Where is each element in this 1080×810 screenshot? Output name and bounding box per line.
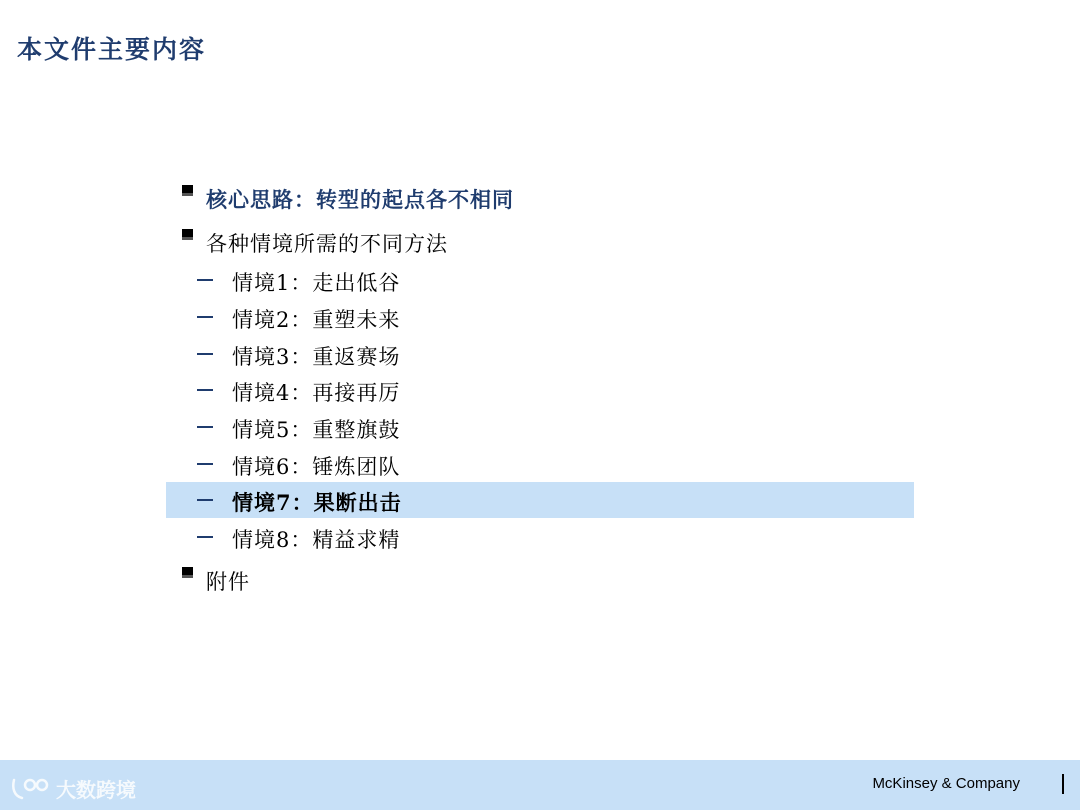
agenda-subitem-scenario-5[interactable] [166, 409, 914, 445]
agenda-item-methods[interactable] [166, 225, 914, 261]
watermark-logo-icon [10, 776, 50, 802]
watermark [10, 774, 136, 803]
agenda-subitem-scenario-1[interactable] [166, 262, 914, 298]
agenda-item-label: 各种情境所需的不同方法 [206, 232, 448, 256]
dash-icon [197, 316, 213, 318]
square-bullet-icon [182, 567, 193, 578]
agenda-subitem-scenario-8[interactable] [166, 519, 914, 555]
dash-icon [197, 353, 213, 355]
agenda-subitem-scenario-2[interactable] [166, 299, 914, 335]
agenda-subitem-label: 情境4：再接再厉 [232, 381, 401, 405]
square-bullet-icon [182, 185, 193, 196]
agenda-subitem-label: 情境7：果断出击 [232, 490, 402, 515]
brand-divider [1062, 774, 1064, 794]
agenda-item-label: 核心思路：转型的起点各不相同 [206, 187, 514, 212]
dash-icon [197, 389, 213, 391]
square-bullet-icon [182, 229, 193, 240]
brand-name: McKinsey & Company [872, 775, 1020, 792]
agenda-item-core-approach[interactable] [166, 181, 914, 217]
agenda-subitem-label: 情境6：锤炼团队 [232, 455, 401, 479]
dash-icon [197, 536, 213, 538]
agenda-subitem-label: 情境1：走出低谷 [232, 271, 401, 295]
agenda-subitem-label: 情境5：重整旗鼓 [232, 418, 401, 442]
dash-icon [197, 279, 213, 281]
agenda-subitem-label: 情境3：重返赛场 [232, 345, 401, 369]
agenda-subitem-scenario-7-current[interactable] [166, 482, 914, 518]
watermark-text: 大数跨境 [56, 778, 136, 802]
agenda-subitem-label: 情境2：重塑未来 [232, 308, 401, 332]
agenda-item-appendix[interactable] [166, 563, 914, 599]
agenda-subitem-scenario-3[interactable] [166, 336, 914, 372]
dash-icon [197, 499, 213, 501]
agenda-item-label: 附件 [206, 570, 250, 594]
page-title: 本文件主要内容 [17, 35, 207, 64]
dash-icon [197, 426, 213, 428]
dash-icon [197, 463, 213, 465]
agenda-subitem-label: 情境8：精益求精 [232, 528, 401, 552]
agenda-subitem-scenario-6[interactable] [166, 446, 914, 482]
agenda-subitem-scenario-4[interactable] [166, 372, 914, 408]
footer-bar [0, 760, 1080, 810]
